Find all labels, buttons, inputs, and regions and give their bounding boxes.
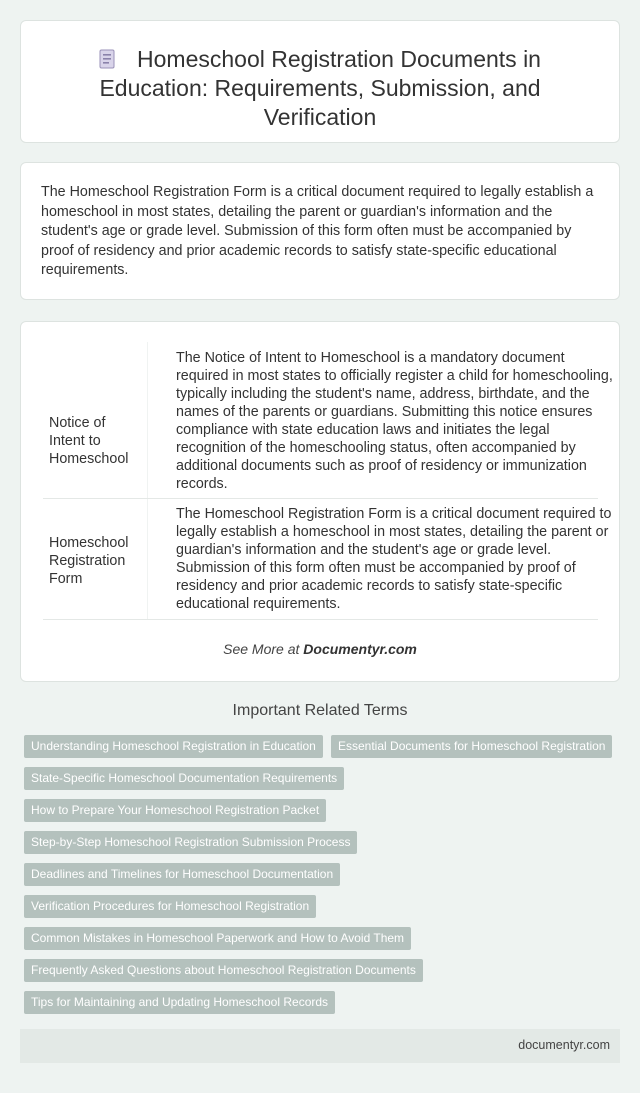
intro-card bbox=[20, 162, 620, 300]
related-term-tag[interactable]: Essential Documents for Homeschool Registration bbox=[331, 735, 612, 758]
definitions-table bbox=[20, 321, 620, 682]
related-term-tag[interactable]: Deadlines and Timelines for Homeschool Documentation bbox=[24, 863, 340, 886]
column-divider bbox=[147, 499, 148, 619]
page-title-text: Homeschool Registration Documents in Education: Requirements, Submission, and Verification bbox=[99, 46, 541, 130]
definition-cell: The Homeschool Registration Form is a critical document required to legally establish a homeschool in most states, detailing the parent or guardian's information and the student's age or grade level. Submission of this form often must be accompanied by proof of residency and prior academic records to satisfy state-specific educational requirements. bbox=[176, 506, 612, 612]
related-term-tag[interactable]: Tips for Maintaining and Updating Homeschool Records bbox=[24, 991, 335, 1014]
table-row bbox=[43, 499, 612, 620]
see-more-link[interactable] bbox=[21, 641, 619, 657]
related-term-tag[interactable]: Understanding Homeschool Registration in Education bbox=[24, 735, 323, 758]
footer-site-link[interactable]: documentyr.com bbox=[518, 1038, 610, 1052]
see-more-prefix: See More at bbox=[223, 641, 304, 657]
definition-cell: The Notice of Intent to Homeschool is a mandatory document required in most states to officially register a child for homeschooling, typically including the student's name, address, birthdate, and the names of the parents or guardians. Submitting this notice ensures compliance with state education laws and initiates the legal recognition of the homeschooling status, often accompanied by additional documents such as proof of residency or immunization records. bbox=[176, 350, 613, 492]
term-cell: Homeschool Registration Form bbox=[49, 535, 129, 587]
related-term-tag[interactable]: State-Specific Homeschool Documentation Requirements bbox=[24, 767, 344, 790]
related-term-tag[interactable]: Common Mistakes in Homeschool Paperwork and How to Avoid Them bbox=[24, 927, 411, 950]
intro-paragraph: The Homeschool Registration Form is a critical document required to legally establish a homeschool in most states, detailing the parent or guardian's information and the student's age or grade level. Submission of this form often must be accompanied by proof of residency and prior academic records to satisfy state-specific educational requirements. bbox=[41, 184, 594, 278]
related-term-tag[interactable]: Frequently Asked Questions about Homeschool Registration Documents bbox=[24, 959, 423, 982]
footer bbox=[20, 1029, 620, 1063]
term-cell: Notice of Intent to Homeschool bbox=[49, 415, 129, 467]
page-title bbox=[51, 45, 589, 132]
column-divider bbox=[147, 342, 148, 498]
table-row bbox=[43, 342, 613, 499]
related-term-tag[interactable]: Verification Procedures for Homeschool Registration bbox=[24, 895, 316, 918]
see-more-site[interactable]: Documentyr.com bbox=[303, 641, 417, 657]
related-term-tag[interactable]: How to Prepare Your Homeschool Registration Packet bbox=[24, 799, 326, 822]
title-card bbox=[20, 20, 620, 143]
document-icon bbox=[99, 49, 115, 69]
related-term-tag[interactable]: Step-by-Step Homeschool Registration Submission Process bbox=[24, 831, 357, 854]
related-terms-heading: Important Related Terms bbox=[232, 702, 408, 719]
